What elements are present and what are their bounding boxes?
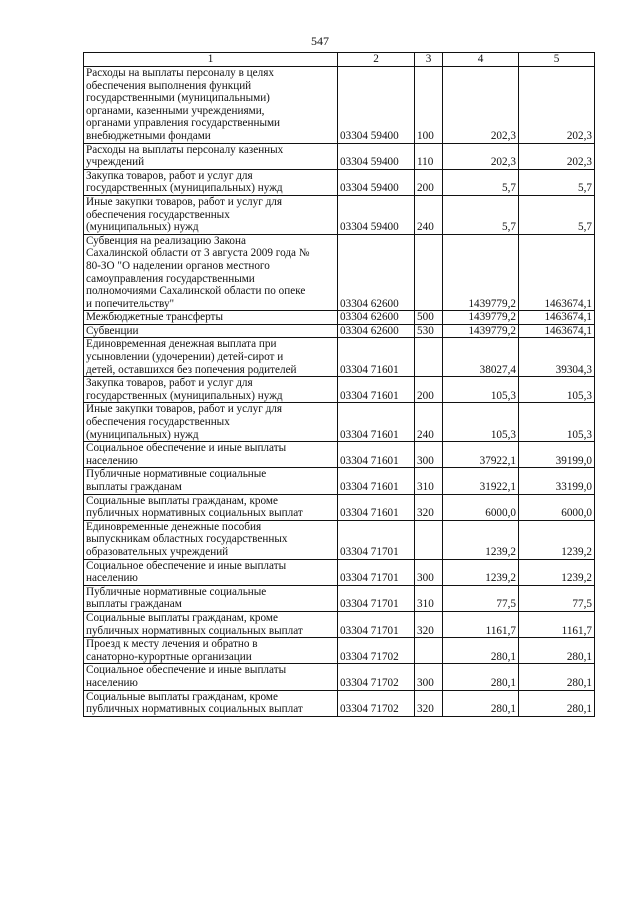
row-name-cell (84, 690, 338, 716)
row-expense-type: 320 (415, 611, 443, 637)
column-header-2: 2 (338, 53, 415, 67)
row-code: 03304 62600 (338, 324, 415, 338)
row-name-cell (84, 559, 338, 585)
row-value-col4: 1161,7 (443, 611, 519, 637)
row-value-col4: 280,1 (443, 638, 519, 664)
row-name-cell (84, 324, 338, 338)
row-expense-type (415, 520, 443, 559)
row-value-col5: 1161,7 (519, 611, 595, 637)
row-expense-type: 200 (415, 169, 443, 195)
column-header-3: 3 (415, 53, 443, 67)
row-name: Субвенция на реализацию Закона Сахалинской области от 3 августа 2009 года № 80-ЗО "О наделении органов местного самоуправления государственными полномочиями Сахалинской области по опеке и попечительству" (86, 234, 310, 310)
row-code: 03304 71701 (338, 559, 415, 585)
row-value-col5: 280,1 (519, 638, 595, 664)
row-value-col5: 39199,0 (519, 442, 595, 468)
column-header-4: 4 (443, 53, 519, 67)
row-name: Проезд к месту лечения и обратно в санаторно-курортные организации (86, 638, 258, 663)
row-expense-type: 300 (415, 559, 443, 585)
row-expense-type (415, 234, 443, 311)
row-name: Закупка товаров, работ и услуг для государственных (муниципальных) нужд (86, 377, 283, 402)
row-value-col4: 105,3 (443, 377, 519, 403)
table-row (84, 403, 595, 442)
row-value-col4: 202,3 (443, 67, 519, 144)
table-row (84, 324, 595, 338)
row-value-col5: 6000,0 (519, 494, 595, 520)
table-row (84, 377, 595, 403)
row-name-cell (84, 520, 338, 559)
row-expense-type: 310 (415, 585, 443, 611)
row-name: Социальное обеспечение и иные выплаты населению (86, 442, 287, 467)
row-value-col4: 77,5 (443, 585, 519, 611)
row-code: 03304 59400 (338, 169, 415, 195)
row-code: 03304 62600 (338, 234, 415, 311)
table-row (84, 690, 595, 716)
column-header-5: 5 (519, 53, 595, 67)
row-name-cell (84, 638, 338, 664)
page-number: 547 (311, 34, 329, 48)
row-code: 03304 71601 (338, 494, 415, 520)
row-expense-type (415, 638, 443, 664)
row-name: Социальные выплаты гражданам, кроме публичных нормативных социальных выплат (86, 611, 303, 637)
row-name: Межбюджетные трансферты (86, 311, 223, 324)
row-expense-type: 530 (415, 324, 443, 338)
row-expense-type: 240 (415, 195, 443, 234)
row-name: Закупка товаров, работ и услуг для государственных (муниципальных) нужд (86, 169, 283, 195)
row-value-col5: 5,7 (519, 169, 595, 195)
row-value-col5: 39304,3 (519, 338, 595, 377)
row-name-cell (84, 195, 338, 234)
row-value-col4: 105,3 (443, 403, 519, 442)
row-code: 03304 71702 (338, 638, 415, 664)
column-header-1: 1 (84, 53, 338, 67)
row-expense-type: 300 (415, 442, 443, 468)
row-name: Расходы на выплаты персоналу казенных учреждений (86, 143, 284, 169)
row-name: Публичные нормативные социальные выплаты гражданам (86, 468, 267, 493)
table-row (84, 638, 595, 664)
row-name-cell (84, 403, 338, 442)
row-name-cell (84, 67, 338, 144)
row-value-col5: 280,1 (519, 690, 595, 716)
row-name: Социальные выплаты гражданам, кроме публичных нормативных социальных выплат (86, 690, 303, 716)
row-name: Иные закупки товаров, работ и услуг для обеспечения государственных (муниципальных) нужд (86, 195, 283, 234)
row-code: 03304 71701 (338, 611, 415, 637)
row-name-cell (84, 442, 338, 468)
row-expense-type: 310 (415, 468, 443, 494)
row-value-col5: 1463674,1 (519, 234, 595, 311)
row-expense-type: 240 (415, 403, 443, 442)
row-value-col5: 77,5 (519, 585, 595, 611)
row-value-col4: 31922,1 (443, 468, 519, 494)
row-code: 03304 59400 (338, 67, 415, 144)
row-value-col5: 33199,0 (519, 468, 595, 494)
row-name-cell (84, 611, 338, 637)
table-row (84, 494, 595, 520)
row-name-cell (84, 494, 338, 520)
row-expense-type: 500 (415, 311, 443, 325)
table-row (84, 585, 595, 611)
row-expense-type: 110 (415, 143, 443, 169)
row-value-col5: 202,3 (519, 67, 595, 144)
row-value-col5: 1239,2 (519, 520, 595, 559)
row-value-col4: 1439779,2 (443, 324, 519, 338)
row-name: Единовременные денежные пособия выпускникам областных государственных образовательных учреждений (86, 520, 288, 558)
row-value-col5: 105,3 (519, 377, 595, 403)
row-name-cell (84, 338, 338, 377)
table-row (84, 442, 595, 468)
row-name-cell (84, 468, 338, 494)
row-expense-type: 300 (415, 664, 443, 690)
table-row (84, 234, 595, 311)
row-name: Социальное обеспечение и иные выплаты населению (86, 559, 287, 585)
row-name: Социальное обеспечение и иные выплаты населению (86, 664, 287, 689)
row-value-col5: 280,1 (519, 664, 595, 690)
table-row (84, 559, 595, 585)
row-name-cell (84, 169, 338, 195)
row-value-col5: 1463674,1 (519, 311, 595, 325)
row-value-col4: 5,7 (443, 195, 519, 234)
row-name: Расходы на выплаты персоналу в целях обеспечения выполнения функций государственными (муниципальными) органами, казенными учреждениями, органами управления государственными внебюджетными фондами (86, 67, 281, 142)
row-value-col4: 202,3 (443, 143, 519, 169)
row-code: 03304 71601 (338, 442, 415, 468)
budget-table (83, 52, 595, 717)
table-row (84, 611, 595, 637)
row-name: Публичные нормативные социальные выплаты гражданам (86, 585, 267, 611)
table-row (84, 338, 595, 377)
table-body (84, 53, 595, 717)
row-value-col4: 280,1 (443, 664, 519, 690)
table-row (84, 143, 595, 169)
row-value-col4: 1439779,2 (443, 234, 519, 311)
row-value-col4: 1239,2 (443, 559, 519, 585)
table-row (84, 169, 595, 195)
row-code: 03304 59400 (338, 143, 415, 169)
row-code: 03304 71601 (338, 468, 415, 494)
table-row (84, 664, 595, 690)
row-name: Иные закупки товаров, работ и услуг для обеспечения государственных (муниципальных) нужд (86, 403, 283, 441)
row-value-col5: 1463674,1 (519, 324, 595, 338)
row-code: 03304 71701 (338, 520, 415, 559)
row-name-cell (84, 311, 338, 325)
row-name: Социальные выплаты гражданам, кроме публичных нормативных социальных выплат (86, 494, 303, 520)
row-value-col4: 5,7 (443, 169, 519, 195)
row-value-col5: 1239,2 (519, 559, 595, 585)
row-code: 03304 59400 (338, 195, 415, 234)
row-code: 03304 71601 (338, 338, 415, 377)
row-code: 03304 62600 (338, 311, 415, 325)
row-value-col4: 6000,0 (443, 494, 519, 520)
row-value-col4: 1239,2 (443, 520, 519, 559)
table-row (84, 311, 595, 325)
row-name-cell (84, 377, 338, 403)
row-code: 03304 71702 (338, 690, 415, 716)
row-name-cell (84, 143, 338, 169)
row-name-cell (84, 585, 338, 611)
row-code: 03304 71601 (338, 403, 415, 442)
row-name: Субвенции (86, 324, 139, 337)
row-expense-type: 200 (415, 377, 443, 403)
table-row (84, 520, 595, 559)
table-row (84, 67, 595, 144)
row-value-col4: 1439779,2 (443, 311, 519, 325)
row-code: 03304 71702 (338, 664, 415, 690)
row-expense-type: 320 (415, 690, 443, 716)
row-name: Единовременная денежная выплата при усыновлении (удочерении) детей-сирот и детей, оставшихся без попечения родителей (86, 338, 297, 376)
row-value-col4: 37922,1 (443, 442, 519, 468)
row-value-col4: 38027,4 (443, 338, 519, 377)
row-code: 03304 71601 (338, 377, 415, 403)
row-value-col5: 105,3 (519, 403, 595, 442)
column-header-row (84, 53, 595, 67)
row-name-cell (84, 664, 338, 690)
row-expense-type: 320 (415, 494, 443, 520)
row-expense-type (415, 338, 443, 377)
row-value-col4: 280,1 (443, 690, 519, 716)
row-name-cell (84, 234, 338, 311)
row-value-col5: 202,3 (519, 143, 595, 169)
row-expense-type: 100 (415, 67, 443, 144)
row-value-col5: 5,7 (519, 195, 595, 234)
table-row (84, 195, 595, 234)
row-code: 03304 71701 (338, 585, 415, 611)
table-row (84, 468, 595, 494)
